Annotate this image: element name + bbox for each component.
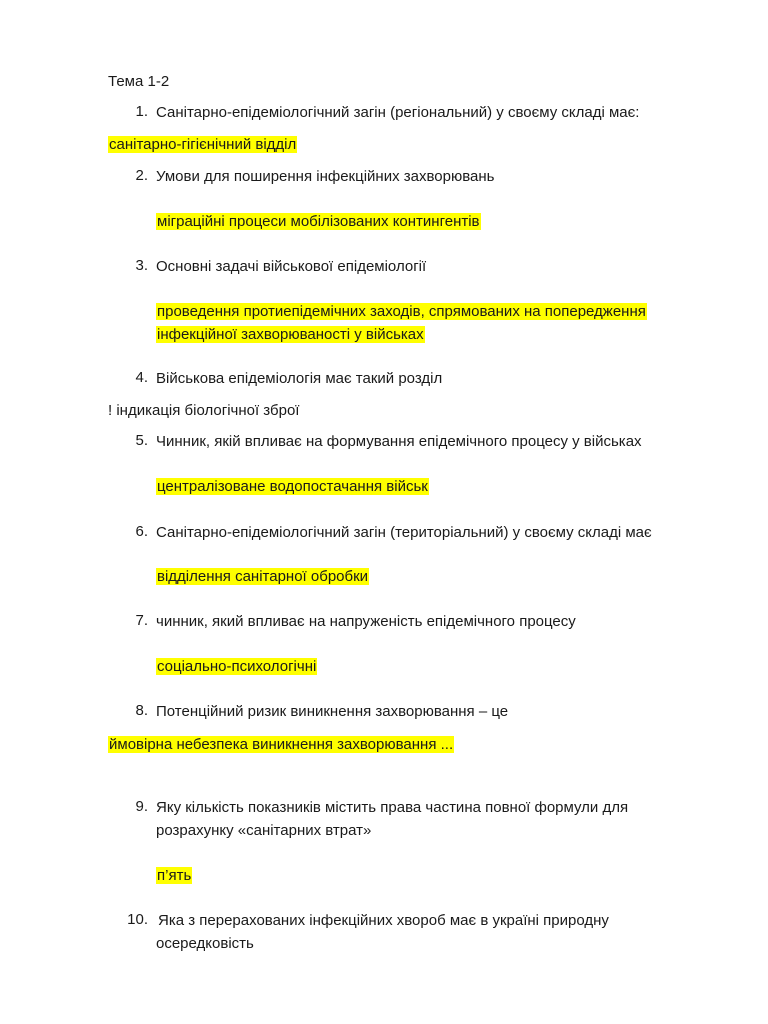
item-number: 7. <box>135 612 148 629</box>
item-number: 2. <box>135 167 148 184</box>
answer-text <box>156 866 192 886</box>
question-text: Яку кількість показників містить права частина повної формули для <box>156 799 629 816</box>
answer-text <box>156 477 429 497</box>
item-number: 6. <box>135 523 148 540</box>
item-number: 1. <box>135 103 148 120</box>
item-number: 4. <box>135 369 148 386</box>
answer-text: ! індикація біологічної зброї <box>108 402 300 419</box>
answer-highlight: інфекційної захворюваності у військах <box>157 326 424 343</box>
answer-highlight: соціально-психологічні <box>157 658 317 675</box>
question-text: розрахунку «санітарних втрат» <box>156 822 372 839</box>
question-text: Потенційний ризик виникнення захворювання – це <box>156 703 509 720</box>
item-number: 10. <box>127 911 148 928</box>
document-heading: Тема 1-2 <box>108 73 170 90</box>
question-text: Військова епідеміологія має такий розділ <box>156 370 443 387</box>
question-text: Основні задачі військової епідеміології <box>156 258 427 275</box>
answer-highlight: санітарно-гігієнічний відділ <box>109 136 297 153</box>
question-text: осередковість <box>156 935 254 952</box>
question-text: Санітарно-епідеміологічний загін (регіональний) у своєму складі має: <box>156 104 640 121</box>
item-number: 9. <box>135 798 148 815</box>
answer-highlight: проведення протиепідемічних заходів, спрямованих на попередження <box>157 303 646 320</box>
answer-highlight: відділення санітарної обробки <box>157 568 369 585</box>
item-number: 8. <box>135 702 148 719</box>
answer-text <box>156 302 647 322</box>
answer-highlight: міграційні процеси мобілізованих контингентів <box>157 213 480 230</box>
answer-text <box>156 657 317 677</box>
question-text: Санітарно-епідеміологічний загін (територіальний) у своєму складі має <box>156 524 652 541</box>
question-text: Яка з перерахованих інфекційних хвороб має в україні природну <box>158 912 609 929</box>
answer-text <box>156 567 369 587</box>
answer-highlight: централізоване водопостачання військ <box>157 478 428 495</box>
answer-text <box>108 135 297 155</box>
answer-highlight: ймовірна небезпека виникнення захворювання ... <box>109 736 454 753</box>
answer-highlight: п’ять <box>157 867 192 884</box>
question-text: Чинник, якій впливає на формування епідемічного процесу у військах <box>156 433 642 450</box>
item-number: 5. <box>135 432 148 449</box>
answer-text <box>108 735 454 755</box>
question-text: чинник, який впливає на напруженість епідемічного процесу <box>156 613 576 630</box>
item-number: 3. <box>135 257 148 274</box>
question-text: Умови для поширення інфекційних захворювань <box>156 168 495 185</box>
answer-text <box>156 325 425 345</box>
answer-text <box>156 212 481 232</box>
